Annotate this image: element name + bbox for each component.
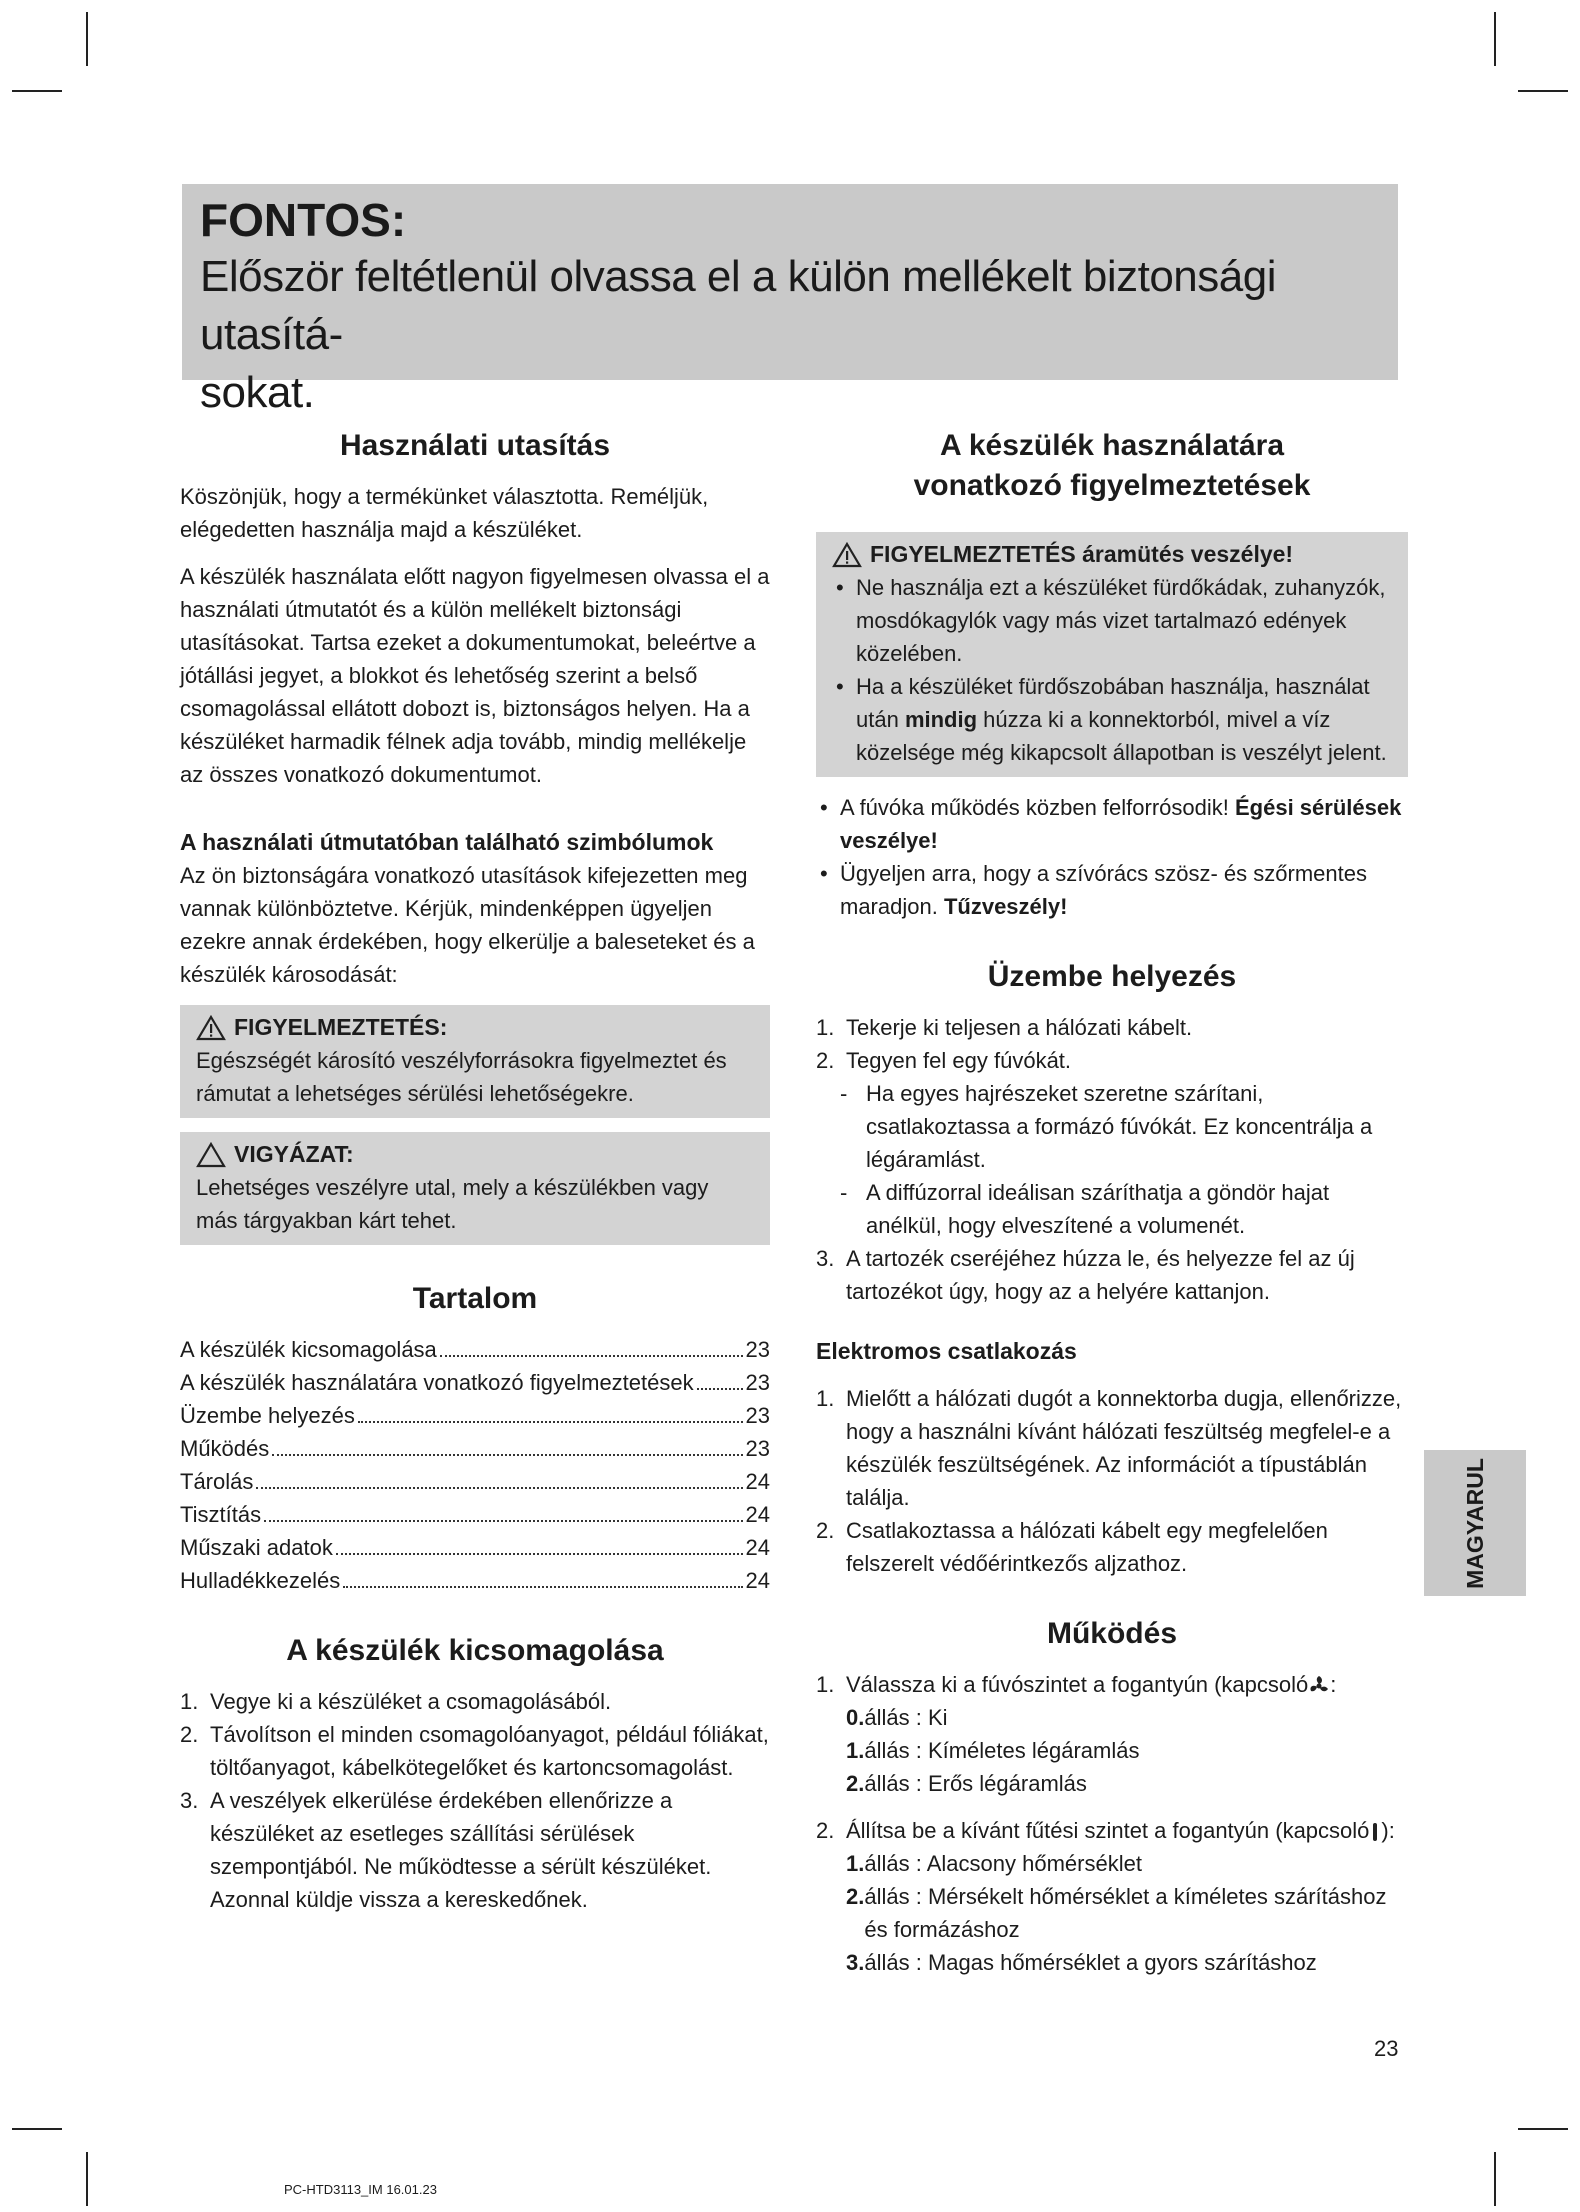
toc-page: 24 (745, 1502, 770, 1527)
toc-page: 24 (745, 1469, 770, 1494)
intro-heading: Használati utasítás (339, 429, 611, 462)
important-notice-box (182, 184, 1398, 417)
toc-label: A készülék kicsomagolása (180, 1337, 437, 1362)
toc-page: 24 (745, 1568, 770, 1593)
warnings-heading-line1: A készülék használatára (939, 429, 1285, 462)
toc-page: 23 (745, 1337, 770, 1362)
toc-row (180, 1399, 770, 1432)
crop-mark (1518, 90, 1568, 92)
toc-list (180, 1333, 770, 1597)
operation-heading: Működés (1046, 1617, 1178, 1650)
toc-label: Hulladékkezelés (180, 1568, 341, 1593)
important-text-line2: sokat. (200, 368, 315, 417)
shock-warning-title: FIGYELMEZTETÉS áramütés veszélye! (870, 541, 1294, 567)
list-item: 2. Állítsa be a kívánt fűtési szintet a fogantyún (kapcsoló ): (816, 1818, 1395, 1843)
crop-mark (1494, 2152, 1496, 2206)
right-column (816, 426, 1408, 1979)
language-label: MAGYARUL (1461, 1457, 1488, 1589)
toc-heading: Tartalom (412, 1282, 538, 1315)
setup-heading: Üzembe helyezés (987, 960, 1237, 993)
operation-list (816, 1668, 1408, 1701)
toc-label: Tisztítás (180, 1502, 262, 1527)
heat-icon (1369, 1821, 1381, 1843)
setup-list (816, 1011, 1408, 1077)
item-number: 1. (180, 1689, 199, 1714)
fan-icon (1308, 1675, 1330, 1697)
item-number: 3. (180, 1788, 199, 1813)
toc-row (180, 1465, 770, 1498)
warning-box (180, 1005, 770, 1118)
shock-warning-list (832, 571, 1394, 769)
page-number: 23 (1374, 2036, 1399, 2061)
list-item: 1. Mielőtt a hálózati dugót a konnektorba dugja, ellenőrizze, hogy a használni kívánt hálózati feszültség megfelel-e a készülék feszültségének. Az információt a típustáblán találja. (816, 1386, 1402, 1510)
warning-title: FIGYELMEZTETÉS: (234, 1014, 448, 1040)
warning-triangle-icon (196, 1015, 226, 1041)
toc-page: 24 (745, 1535, 770, 1560)
list-item: 2. Tegyen fel egy fúvókát. (816, 1048, 1072, 1073)
unpacking-list (180, 1685, 770, 1916)
toc-page: 23 (745, 1403, 770, 1428)
unpacking-heading: A készülék kicsomagolása (286, 1634, 664, 1667)
list-item: 3. A tartozék cseréjéhez húzza le, és helyezze fel az új tartozékot úgy, hogy az a helyére kattanjon. (816, 1246, 1355, 1304)
list-item: • Ügyeljen arra, hogy a szívórács szösz- és szőrmentes maradjon. Tűzveszély! (816, 857, 1408, 923)
toc-page: 23 (745, 1370, 770, 1395)
electrical-heading: Elektromos csatlakozás (816, 1338, 1077, 1364)
intro-paragraph-2: A készülék használata előtt nagyon figyelmesen olvassa el a használati útmutatót és a külön mellékelt biztonsági utasításokat. Tartsa ezeket a dokumentumokat, beleértve a jótállási jegyet, a blokkot és lehetőség szerint a belső csomagolással ellátott dobozt is, biztonságos helyen. Ha a készüléket harmadik félnek adja tovább, mindig mellékelje az összes vonatkozó dokumentumot. (180, 564, 770, 787)
crop-mark (12, 2128, 62, 2130)
toc-page: 23 (745, 1436, 770, 1461)
intro-paragraph-1: Köszönjük, hogy a termékünket választotta. Reméljük, elégedetten használja majd a készüléket. (180, 484, 709, 542)
list-item: 1. Tekerje ki teljesen a hálózati kábelt. (816, 1015, 1193, 1040)
toc-row (180, 1432, 770, 1465)
caution-title: VIGYÁZAT: (234, 1141, 354, 1167)
setup-sub-item: - Ha egyes hajrészeket szeretne szárítani, csatlakoztassa a formázó fúvókát. Ez koncentrálja a légáramlást. (840, 1081, 1373, 1172)
item-text: A veszélyek elkerülése érdekében ellenőrizze a készüléket az esetleges szállítási sérülések szempontjából. Ne működtesse a sérült készüléket. Azonnal küldje vissza a kereskedőnek. (210, 1788, 712, 1912)
symbols-text: Az ön biztonságára vonatkozó utasítások kifejezetten meg vannak különböztetve. Kérjük, mindenképpen ügyeljen ezekre annak érdekében, hogy elkerülje a baleseteket és a készülék károsodását: (180, 863, 755, 987)
list-item (180, 1718, 770, 1784)
caution-box (180, 1132, 770, 1245)
warning-text: Egészségét károsító veszélyforrásokra figyelmeztet és rámutat a lehetséges sérülési lehetőségekre. (196, 1048, 727, 1106)
item-text: Távolítson el minden csomagolóanyagot, például fóliákat, töltőanyagot, kábelkötegelőket és kartoncsomagolást. (210, 1722, 769, 1780)
list-item: 2. Csatlakoztassa a hálózati kábelt egy megfelelően felszerelt védőérintkezős aljzathoz. (816, 1518, 1328, 1576)
fan-position: 2. állás : Erős légáramlás (846, 1771, 1087, 1796)
toc-row (180, 1333, 770, 1366)
crop-mark (86, 12, 88, 66)
caution-text: Lehetséges veszélyre utal, mely a készülékben vagy más tárgyakban kárt tehet. (196, 1175, 709, 1233)
caution-triangle-icon (196, 1142, 226, 1168)
toc-row (180, 1498, 770, 1531)
shock-warning-box (816, 532, 1408, 777)
general-warning-list (816, 791, 1408, 923)
crop-mark (86, 2152, 88, 2206)
electrical-list (816, 1382, 1408, 1580)
toc-row (180, 1531, 770, 1564)
list-item (180, 1784, 770, 1916)
list-item: 1. Válassza ki a fúvószintet a fogantyún (kapcsoló : (816, 1672, 1337, 1697)
heat-position: 1. állás : Alacsony hőmérséklet (846, 1851, 1142, 1876)
toc-label: Tárolás (180, 1469, 254, 1494)
toc-row (180, 1366, 770, 1399)
crop-mark (1494, 12, 1496, 66)
important-text-line1: Először feltétlenül olvassa el a külön mellékelt biztonsági utasítá- (200, 252, 1276, 359)
list-item (180, 1685, 770, 1718)
fan-position: 0. állás : Ki (846, 1705, 948, 1730)
heat-position: 2. állás : Mérsékelt hőmérséklet a kíméletes szárításhoz és formázáshoz (846, 1884, 1387, 1942)
left-column (180, 426, 770, 1916)
list-item: • Ne használja ezt a készüléket fürdőkádak, zuhanyzók, mosdókagylók vagy más vizet tartalmazó edények közelében. (832, 571, 1394, 670)
toc-row (180, 1564, 770, 1597)
list-item: • Ha a készüléket fürdőszobában használja, használat után mindig húzza ki a konnektorból, mivel a víz közelsége még kikapcsolt állapotban is veszélyt jelent. (832, 670, 1394, 769)
toc-label: Működés (180, 1436, 270, 1461)
crop-mark (12, 90, 62, 92)
heat-position: 3. állás : Magas hőmérséklet a gyors szárításhoz (846, 1950, 1317, 1975)
toc-label: Üzembe helyezés (180, 1403, 355, 1428)
toc-label: A készülék használatára vonatkozó figyelmeztetések (180, 1370, 694, 1395)
setup-sub-item: - A diffúzorral ideálisan száríthatja a göndör hajat anélkül, hogy elveszítené a volumenét. (840, 1180, 1330, 1238)
item-text: Vegye ki a készüléket a csomagolásából. (210, 1689, 612, 1714)
symbols-heading: A használati útmutatóban található szimbólumok (180, 829, 714, 855)
list-item: • A fúvóka működés közben felforrósodik! Égési sérülések veszélye! (816, 791, 1408, 857)
important-title: FONTOS: (200, 194, 407, 246)
toc-label: Műszaki adatok (180, 1535, 333, 1560)
crop-mark (1518, 2128, 1568, 2130)
footer-code: PC-HTD3113_IM 16.01.23 (284, 2182, 437, 2197)
warning-triangle-icon (832, 542, 862, 568)
fan-position: 1. állás : Kíméletes légáramlás (846, 1738, 1140, 1763)
language-tab (1424, 1450, 1526, 1596)
warnings-heading-line2: vonatkozó figyelmeztetések (913, 469, 1311, 502)
item-number: 2. (180, 1722, 199, 1747)
